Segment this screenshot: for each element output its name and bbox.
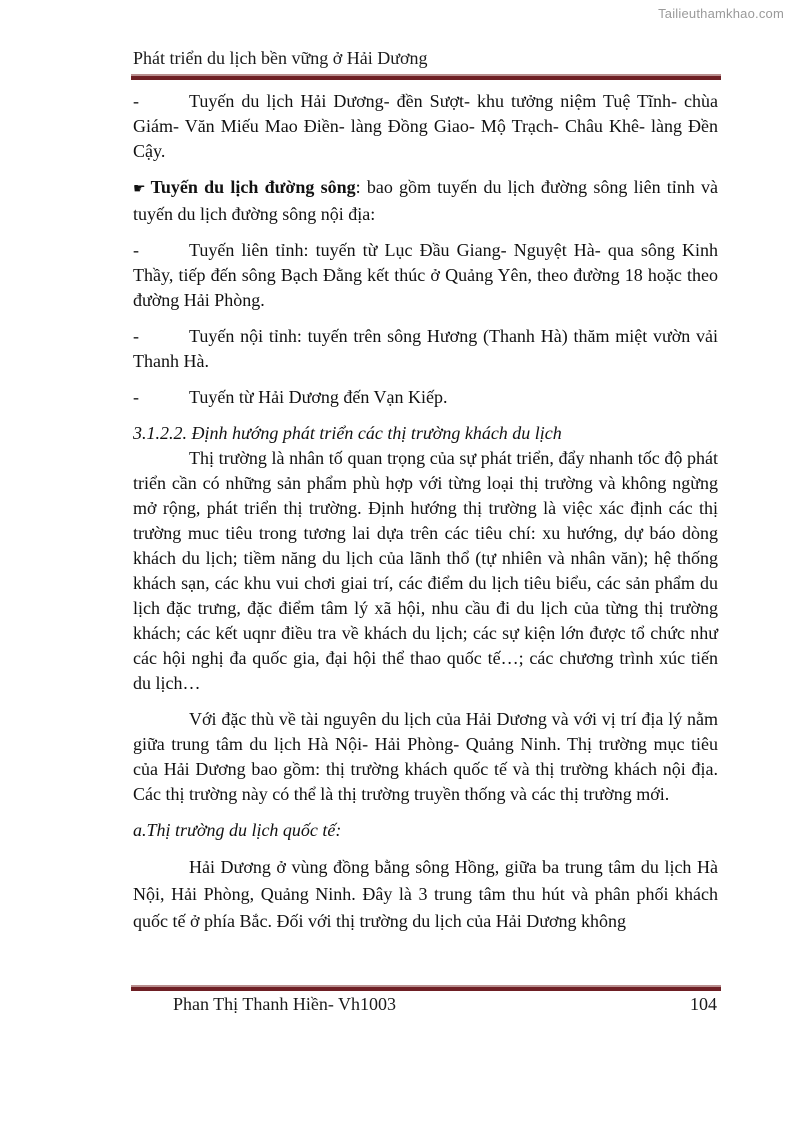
footer-rule (131, 985, 721, 991)
dash-bullet: - (133, 91, 139, 111)
route-item-text: Tuyến du lịch Hải Dương- đền Sượt- khu tưởng niệm Tuệ Tĩnh- chùa Giám- Văn Miếu Mao Điền- làng Đồng Giao- Mộ Trạch- Châu Khê- làng Đền Cậy. (133, 91, 718, 161)
route-item-hai-duong (133, 89, 718, 164)
footer-author: Phan Thị Thanh Hiền- Vh1003 (173, 994, 396, 1014)
dash-bullet: - (133, 387, 139, 407)
route-item-text: Tuyến liên tỉnh: tuyến từ Lục Đầu Giang- Nguyệt Hà- qua sông Kinh Thầy, tiếp đến sông Bạch Đằng kết thúc ở Quảng Yên, theo đường 18 hoặc theo đường Hải Phòng. (133, 240, 718, 310)
pointing-hand-icon: ☛ (133, 181, 146, 197)
river-route-paragraph (133, 175, 718, 227)
page-number: 104 (690, 994, 717, 1014)
river-route-text: : bao gồm tuyến du lịch đường sông liên tỉnh và tuyến du lịch đường sông nội địa: (133, 177, 719, 224)
section-heading: 3.1.2.2. Định hướng phát triển các thị trường khách du lịch (133, 423, 562, 443)
market-paragraph-2: Với đặc thù về tài nguyên du lịch của Hải Dương và với vị trí địa lý nằm giữa trung tâm du lịch Hà Nội- Hải Phòng- Quảng Ninh. Thị trường mục tiêu của Hải Dương bao gồm: thị trường khách quốc tế và thị trường khách nội địa. Các thị trường này có thể là thị trường truyền thống và các thị trường mới. (133, 709, 718, 804)
route-item-inter-province (133, 238, 718, 313)
footer-rule-dark (131, 987, 721, 991)
river-route-label: Tuyến du lịch đường sông (150, 177, 356, 197)
route-item-text: Tuyến nội tỉnh: tuyến trên sông Hương (Thanh Hà) thăm miệt vườn vải Thanh Hà. (133, 326, 718, 371)
subheading-international-market: a.Thị trường du lịch quốc tế: (133, 820, 342, 840)
route-item-intra-province (133, 324, 718, 374)
page-content (133, 89, 718, 935)
dash-bullet: - (133, 240, 139, 260)
route-item-text: Tuyến từ Hải Dương đến Vạn Kiếp. (189, 387, 448, 407)
market-paragraph-3: Hải Dương ở vùng đồng bằng sông Hồng, giữa ba trung tâm du lịch Hà Nội, Hải Phòng, Quảng Ninh. Đây là 3 trung tâm thu hút và phân phối khách quốc tế ở phía Bắc. Đối với thị trường du lịch của Hải Dương không (133, 857, 718, 931)
dash-bullet: - (133, 326, 139, 346)
header-rule (131, 74, 721, 80)
route-item-van-kiep (133, 385, 718, 410)
watermark: Tailieuthamkhao.com (658, 6, 784, 21)
running-header-title: Phát triển du lịch bền vững ở Hải Dương (133, 48, 428, 68)
header-rule-dark (131, 76, 721, 80)
market-paragraph-1: Thị trường là nhân tố quan trọng của sự phát triển, đẩy nhanh tốc độ phát triển cần có những sản phẩm phù hợp với từng loại thị trường và không ngừng mở rộng, phát triển thị trường. Định hướng thị trường là việc xác định các thị trường muc tiêu trong tương lai dựa trên các tiêu chí: xu hướng, dự báo dòng khách du lịch; tiềm năng du lịch của lãnh thổ (tự nhiên và nhân văn); hệ thống khách sạn, các khu vui chơi giai trí, các điểm du lịch tiêu biểu, các sản phẩm du lịch đặc trưng, đặc điểm tâm lý xã hội, nhu cầu đi du lịch của từng thị trường khách; các kết uqnr điều tra về khách du lịch; các sự kiện lớn được tổ chức như các hội nghị đa quốc gia, đại hội thể thao quốc tế…; các chương trình xúc tiến du lịch… (133, 448, 718, 693)
